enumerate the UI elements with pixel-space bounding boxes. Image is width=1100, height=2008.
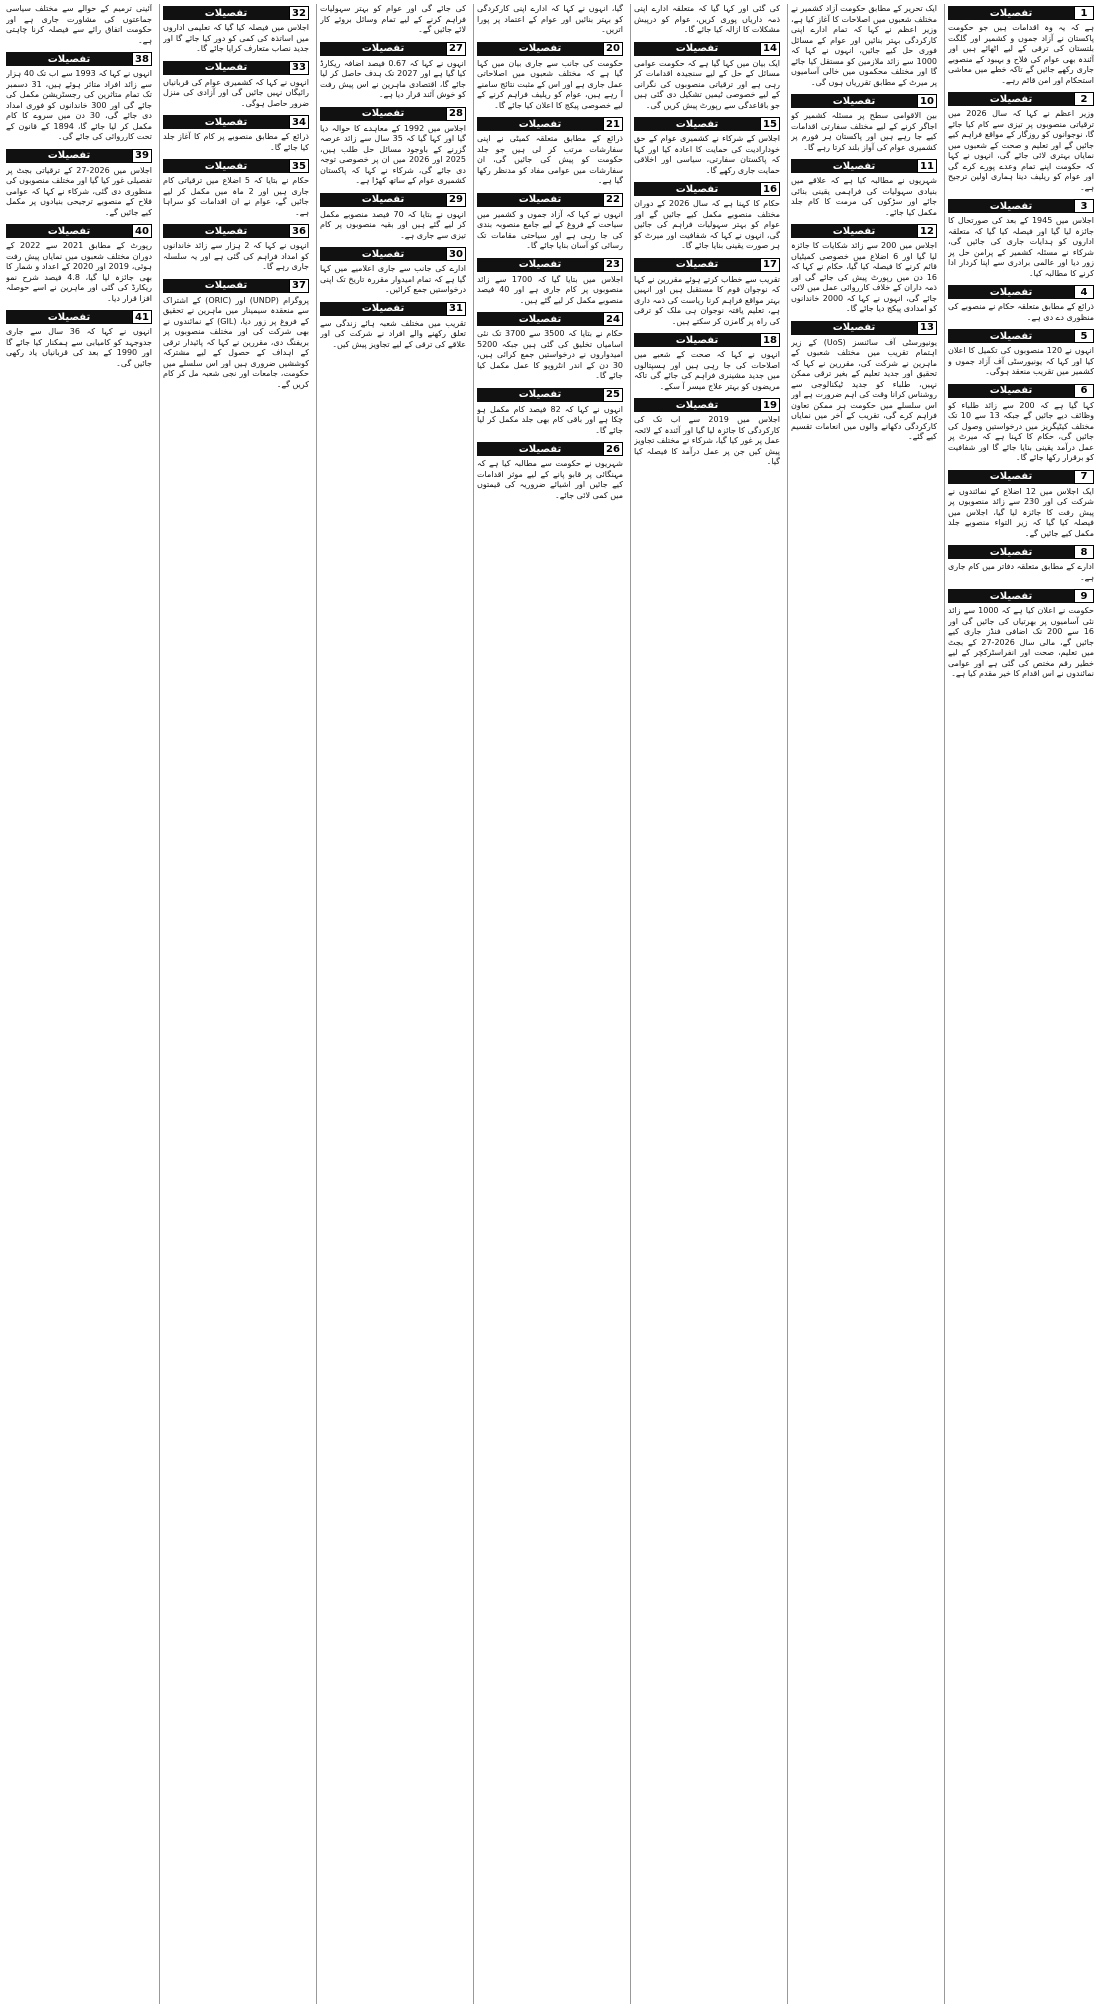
section-label: تفصیلات	[634, 333, 760, 347]
story-body: اجلاس کے شرکاء نے کشمیری عوام کے حق خودارادیت کی حمایت کا اعادہ کیا اور کہا کہ پاکستان سفارتی، سیاسی اور اخلاقی حمایت جاری رکھے گا۔	[634, 134, 780, 175]
story-body: انہوں نے کہا کہ 36 سال سے جاری جدوجہد کو کامیابی سے ہمکنار کیا جائے گا اور 1990 کے بعد کی قربانیاں یاد رکھی جائیں گی۔	[6, 327, 152, 368]
news-column	[944, 4, 1097, 2004]
news-story	[948, 468, 1094, 540]
story-number: 40	[132, 224, 152, 238]
story-body: حکومت نے اعلان کیا ہے کہ 1000 سے زائد نئی آسامیوں پر بھرتیاں کی جائیں گی اور 16 سے 200 تک اضافی فنڈز جاری کیے جائیں گے، مالی سال 2026-27 کے بجٹ میں تعلیم، صحت اور انفراسٹرکچر کے لیے خطیر رقم مختص کی گئی ہے اور عوامی نمائندوں نے اس اقدام کا خیر مقدم کیا ہے۔	[948, 606, 1094, 678]
news-story	[163, 4, 309, 55]
story-body: انہوں نے کہا کہ 82 فیصد کام مکمل ہو چکا ہے اور باقی کام بھی جلد مکمل کر لیا جائے گا۔	[477, 404, 623, 435]
story-body: انہوں نے بتایا کہ 70 فیصد منصوبے مکمل کر لیے گئے ہیں اور بقیہ منصوبوں پر کام تیزی سے جاری ہے۔	[320, 209, 466, 240]
story-number: 19	[760, 398, 780, 412]
story-number: 25	[603, 388, 623, 402]
news-story	[948, 382, 1094, 464]
story-header	[634, 117, 780, 131]
story-number: 41	[132, 310, 152, 324]
story-header	[163, 279, 309, 293]
news-story	[791, 92, 937, 153]
section-label: تفصیلات	[6, 149, 132, 163]
story-header	[948, 329, 1094, 343]
story-body: کی جائے گی اور عوام کو بہتر سہولیات فراہم کرنے کے لیے تمام وسائل بروئے کار لائے جائیں گے۔	[320, 4, 466, 34]
story-body: وزیر اعظم نے کہا کہ سال 2026 میں ترقیاتی منصوبوں پر تیزی سے کام کیا جائے گا، نوجوانوں کو روزگار کے مواقع فراہم کیے جائیں گے اور تعلیم و صحت کے شعبوں میں نمایاں بہتری لائی جائے گی، انہوں نے کہا کہ حکومت اپنے تمام وعدے پورے کرے گی اور عوام کو ریلیف دینا ہماری اولین ترجیح ہے۔	[948, 109, 1094, 192]
story-number: 7	[1074, 470, 1094, 484]
news-story	[320, 191, 466, 242]
news-column	[787, 4, 940, 2004]
story-body: انہوں نے کہا کہ کشمیری عوام کی قربانیاں رائیگاں نہیں جائیں گی اور آزادی کی منزل ضرور حاصل ہوگی۔	[163, 77, 309, 108]
section-label: تفصیلات	[634, 182, 760, 196]
story-body: رپورٹ کے مطابق 2021 سے 2022 کے دوران مختلف شعبوں میں نمایاں پیش رفت ہوئی، 2019 اور 2020 کے اعداد و شمار کا بھی جائزہ لیا گیا، 4.8 فیصد شرح نمو ریکارڈ کی گئی اور ماہرین نے اسے حوصلہ افزا قرار دیا۔	[6, 241, 152, 303]
news-story	[634, 256, 780, 328]
story-body: اجلاس میں 1945 کے بعد کی صورتحال کا جائزہ لیا گیا اور فیصلہ کیا گیا کہ متعلقہ اداروں کو ہدایات جاری کی جائیں گی، شرکاء نے مسئلہ کشمیر کے پرامن حل پر زور دیا اور عالمی برادری سے اپنا کردار ادا کرنے کا مطالبہ کیا۔	[948, 216, 1094, 278]
story-header	[477, 388, 623, 402]
news-story	[477, 440, 623, 501]
section-label: تفصیلات	[163, 224, 289, 238]
story-header	[948, 92, 1094, 106]
story-header	[791, 321, 937, 335]
news-story	[634, 40, 780, 112]
section-label: تفصیلات	[320, 302, 446, 316]
story-header	[320, 302, 466, 316]
section-label: تفصیلات	[320, 107, 446, 121]
story-header	[163, 6, 309, 20]
story-header	[948, 285, 1094, 299]
section-label: تفصیلات	[6, 310, 132, 324]
story-header	[477, 193, 623, 207]
news-story	[477, 191, 623, 252]
story-header	[634, 258, 780, 272]
story-body: آئینی ترمیم کے حوالے سے مختلف سیاسی جماعتوں کی مشاورت جاری ہے اور حکومت اتفاق رائے سے فیصلہ کرنا چاہتی ہے۔	[6, 4, 152, 45]
story-number: 30	[446, 247, 466, 261]
story-number: 32	[289, 6, 309, 20]
story-number: 39	[132, 149, 152, 163]
story-header	[477, 42, 623, 56]
news-story	[477, 386, 623, 437]
news-story	[477, 4, 623, 36]
news-story	[948, 587, 1094, 680]
story-number: 26	[603, 442, 623, 456]
news-story	[320, 245, 466, 296]
story-number: 22	[603, 193, 623, 207]
story-number: 37	[289, 279, 309, 293]
story-body: ہے کہ یہ وہ اقدامات ہیں جو حکومت پاکستان نے آزاد جموں و کشمیر اور گلگت بلتستان کی ترقی کے لیے اٹھائے ہیں اور آئندہ بھی عوام کی فلاح و بہبود کے منصوبے جاری رکھے جائیں گے تاکہ خطے میں معاشی استحکام اور امن قائم رہے۔	[948, 23, 1094, 85]
story-header	[948, 589, 1094, 603]
story-number: 38	[132, 52, 152, 66]
story-number: 2	[1074, 92, 1094, 106]
story-number: 4	[1074, 285, 1094, 299]
story-number: 36	[289, 224, 309, 238]
story-header	[477, 442, 623, 456]
story-body: اجلاس میں فیصلہ کیا گیا کہ تعلیمی اداروں میں اساتذہ کی کمی کو دور کیا جائے گا اور جدید نصاب متعارف کرایا جائے گا۔	[163, 23, 309, 53]
section-label: تفصیلات	[634, 42, 760, 56]
story-header	[948, 6, 1094, 20]
story-number: 29	[446, 193, 466, 207]
story-header	[634, 42, 780, 56]
story-body: حکومت کی جانب سے جاری بیان میں کہا گیا ہے کہ مختلف شعبوں میں اصلاحاتی عمل جاری ہے اور اس کے مثبت نتائج سامنے آ رہے ہیں، عوام کو ریلیف فراہم کرنے کے لیے خصوصی پیکج کا اعلان کیا جائے گا۔	[477, 58, 623, 110]
news-story	[320, 300, 466, 351]
section-label: تفصیلات	[948, 470, 1074, 484]
story-header	[791, 94, 937, 108]
story-number: 20	[603, 42, 623, 56]
story-header	[6, 52, 152, 66]
story-body: گیا، انہوں نے کہا کہ ادارے اپنی کارکردگی کو بہتر بنائیں اور عوام کے اعتماد پر پورا اتریں۔	[477, 4, 623, 34]
story-body: انہوں نے کہا کہ 2 ہزار سے زائد خاندانوں کو امداد فراہم کی گئی ہے اور یہ سلسلہ جاری رہے گا۔	[163, 241, 309, 271]
story-header	[163, 224, 309, 238]
story-number: 15	[760, 117, 780, 131]
story-header	[163, 159, 309, 173]
section-label: تفصیلات	[163, 279, 289, 293]
story-header	[320, 247, 466, 261]
section-label: تفصیلات	[634, 117, 760, 131]
story-body: شہریوں نے حکومت سے مطالبہ کیا ہے کہ مہنگائی پر قابو پانے کے لیے موثر اقدامات کیے جائیں اور اشیائے ضروریہ کی قیمتوں میں کمی لائی جائے۔	[477, 459, 623, 500]
story-body: اجلاس میں 200 سے زائد شکایات کا جائزہ لیا گیا اور 6 اضلاع میں خصوصی کمیٹیاں قائم کرنے کا فیصلہ کیا گیا، حکام نے کہا کہ 16 دن میں رپورٹ پیش کی جائے گی اور ذمہ داران کے خلاف کارروائی عمل میں لائی جائے گی، انہوں نے کہا کہ 2000 خاندانوں کو امدادی پیکج دیا جائے گا۔	[791, 241, 937, 313]
story-body: ذرائع کے مطابق متعلقہ کمیٹی نے اپنی سفارشات مرتب کر لی ہیں جو جلد حکومت کو پیش کی جائیں گی، ان سفارشات میں عوامی مفاد کو مدنظر رکھا گیا ہے۔	[477, 134, 623, 185]
story-body: ایک اجلاس میں 12 اضلاع کے نمائندوں نے شرکت کی اور 230 سے زائد منصوبوں پر پیش رفت کا جائزہ لیا گیا، اجلاس میں فیصلہ کیا گیا کہ زیر التواء منصوبے جلد مکمل کیے جائیں گے۔	[948, 486, 1094, 538]
news-story	[948, 283, 1094, 323]
section-label: تفصیلات	[163, 115, 289, 129]
section-label: تفصیلات	[163, 61, 289, 75]
news-story	[163, 157, 309, 218]
story-header	[163, 115, 309, 129]
section-label: تفصیلات	[634, 398, 760, 412]
story-number: 12	[917, 224, 937, 238]
news-story	[477, 40, 623, 112]
news-column	[316, 4, 469, 2004]
story-number: 17	[760, 258, 780, 272]
news-story	[948, 197, 1094, 279]
story-body: انہوں نے کہا کہ 1993 سے اب تک 40 ہزار سے زائد افراد متاثر ہوئے ہیں، 31 دسمبر تک تمام متاثرین کی رجسٹریشن مکمل کی جائے گی اور 300 خاندانوں کو فوری امداد دی جائے گی، 30 دن میں سروے کا کام مکمل کر لیا جائے گا، 1894 کے قانون کے تحت کارروائی کی جائے گی۔	[6, 69, 152, 141]
section-label: تفصیلات	[477, 193, 603, 207]
story-header	[6, 224, 152, 238]
story-header	[477, 258, 623, 272]
section-label: تفصیلات	[948, 329, 1074, 343]
story-number: 18	[760, 333, 780, 347]
story-header	[477, 312, 623, 326]
story-number: 8	[1074, 545, 1094, 559]
section-label: تفصیلات	[948, 199, 1074, 213]
news-story	[320, 105, 466, 187]
news-story	[948, 4, 1094, 86]
story-header	[163, 61, 309, 75]
news-story	[948, 327, 1094, 378]
news-story	[6, 222, 152, 304]
story-body: انہوں نے کہا کہ 0.67 فیصد اضافہ ریکارڈ کیا گیا ہے اور 2027 تک ہدف حاصل کر لیا جائے گا، اقتصادی ماہرین نے اس پیش رفت کو خوش آئند قرار دیا ہے۔	[320, 58, 466, 99]
story-header	[948, 545, 1094, 559]
story-body: انہوں نے کہا کہ صحت کے شعبے میں اصلاحات کی جا رہی ہیں اور ہسپتالوں میں جدید مشینری فراہم کی جائے گی تاکہ مریضوں کو بہتر علاج میسر آ سکے۔	[634, 350, 780, 391]
section-label: تفصیلات	[791, 94, 917, 108]
news-column	[3, 4, 155, 2004]
story-body: تقریب سے خطاب کرتے ہوئے مقررین نے کہا کہ نوجوان قوم کا مستقبل ہیں اور انہیں بہتر مواقع فراہم کرنا ریاست کی ذمہ داری ہے، تعلیم یافتہ نوجوان ہی ملک کو ترقی کی راہ پر گامزن کر سکتے ہیں۔	[634, 274, 780, 326]
story-number: 13	[917, 321, 937, 335]
news-story	[6, 147, 152, 219]
story-body: اجلاس میں 2019 سے اب تک کی کارکردگی کا جائزہ لیا گیا اور آئندہ کے لائحہ عمل پر غور کیا گیا، شرکاء نے مختلف تجاویز پیش کیں جن پر عمل درآمد کا فیصلہ کیا گیا۔	[634, 415, 780, 466]
story-body: اجلاس میں بتایا گیا کہ 1700 سے زائد منصوبوں پر کام جاری ہے اور 40 فیصد منصوبے مکمل کر لیے گئے ہیں۔	[477, 274, 623, 305]
story-body: ذرائع کے مطابق متعلقہ حکام نے منصوبے کی منظوری دے دی ہے۔	[948, 302, 1094, 322]
section-label: تفصیلات	[320, 247, 446, 261]
news-story	[791, 222, 937, 315]
news-story	[791, 4, 937, 88]
news-story	[477, 256, 623, 307]
section-label: تفصیلات	[948, 384, 1074, 398]
story-number: 5	[1074, 329, 1094, 343]
news-story	[6, 4, 152, 46]
section-label: تفصیلات	[6, 224, 132, 238]
section-label: تفصیلات	[477, 388, 603, 402]
section-label: تفصیلات	[948, 6, 1074, 20]
news-story	[948, 543, 1094, 583]
story-body: بین الاقوامی سطح پر مسئلہ کشمیر کو اجاگر کرنے کے لیے مختلف سفارتی اقدامات کیے جا رہے ہیں اور پاکستان ہر فورم پر کشمیری عوام کی آواز بلند کرتا رہے گا۔	[791, 111, 937, 152]
news-story	[477, 310, 623, 382]
news-story	[163, 222, 309, 273]
news-story	[6, 50, 152, 143]
news-story	[948, 90, 1094, 193]
story-body: یونیورسٹی آف سائنسز (UoS) کے زیر اہتمام تقریب میں مختلف شعبوں کے ماہرین نے شرکت کی، مقررین نے کہا کہ تحقیق اور جدید تعلیم کے بغیر ترقی ممکن نہیں، طلباء کو جدید ٹیکنالوجی سے روشناس کرانا وقت کی اہم ضرورت ہے اور اس سلسلے میں حکومت ہر ممکن تعاون فراہم کرے گی، تقریب کے آخر میں نمایاں کارکردگی دکھانے والوں میں انعامات تقسیم کیے گئے۔	[791, 337, 937, 441]
story-body: کہا گیا ہے کہ 200 سے زائد طلباء کو وظائف دیے جائیں گے جبکہ 13 سے 10 تک مختلف کیٹیگریز میں درخواستیں وصول کی جائیں گی، حکام کا کہنا ہے کہ میرٹ پر عمل درآمد یقینی بنایا جائے گا اور شفافیت کو برقرار رکھا جائے گا۔	[948, 400, 1094, 462]
story-header	[948, 470, 1094, 484]
section-label: تفصیلات	[477, 442, 603, 456]
story-body: ادارے کے مطابق متعلقہ دفاتر میں کام جاری ہے۔	[948, 562, 1094, 582]
news-column	[473, 4, 626, 2004]
story-body: تقریب میں مختلف شعبہ ہائے زندگی سے تعلق رکھنے والے افراد نے شرکت کی اور علاقے کی ترقی کے لیے تجاویز پیش کیں۔	[320, 318, 466, 349]
story-number: 23	[603, 258, 623, 272]
section-label: تفصیلات	[791, 159, 917, 173]
story-body: اجلاس میں 2026-27 کے ترقیاتی بجٹ پر تفصیلی غور کیا گیا اور مختلف منصوبوں کی منظوری دی گئی، شرکاء نے کہا کہ عوامی فلاح کے منصوبے ترجیحی بنیادوں پر مکمل کیے جائیں گے۔	[6, 165, 152, 217]
story-body: ادارے کی جانب سے جاری اعلامیے میں کہا گیا ہے کہ تمام امیدوار مقررہ تاریخ تک اپنی درخواستیں جمع کرائیں۔	[320, 264, 466, 294]
section-label: تفصیلات	[948, 545, 1074, 559]
news-story	[634, 180, 780, 252]
story-number: 31	[446, 302, 466, 316]
story-number: 14	[760, 42, 780, 56]
news-column	[159, 4, 312, 2004]
section-label: تفصیلات	[163, 6, 289, 20]
story-header	[320, 42, 466, 56]
story-number: 3	[1074, 199, 1094, 213]
story-number: 16	[760, 182, 780, 196]
story-body: ایک بیان میں کہا گیا ہے کہ حکومت عوامی مسائل کے حل کے لیے سنجیدہ اقدامات کر رہی ہے اور ترقیاتی منصوبوں کی نگرانی کے لیے خصوصی ٹیمیں تشکیل دی گئی ہیں جو باقاعدگی سے رپورٹ پیش کریں گی۔	[634, 58, 780, 110]
news-column	[630, 4, 783, 2004]
story-body: حکام نے بتایا کہ 3500 سے 3700 تک نئی اسامیاں تخلیق کی گئی ہیں جبکہ 5200 امیدواروں نے درخواستیں جمع کرائی ہیں، 30 دن کے اندر انٹرویو کا عمل مکمل کیا جائے گا۔	[477, 329, 623, 380]
story-number: 35	[289, 159, 309, 173]
news-story	[634, 4, 780, 36]
story-body: حکام کا کہنا ہے کہ سال 2026 کے دوران مختلف منصوبے مکمل کیے جائیں گے اور عوام کو بہتر سہولیات فراہم کی جائیں گی، انہوں نے کہا کہ شفافیت اور میرٹ کو ہر صورت یقینی بنایا جائے گا۔	[634, 199, 780, 250]
story-header	[6, 310, 152, 324]
story-body: پروگرام (UNDP) اور (ORIC) کے اشتراک سے منعقدہ سیمینار میں ماہرین نے تحقیق کے فروغ پر زور دیا، (GIL) کے نمائندوں نے بھی شرکت کی اور مختلف منصوبوں پر بریفنگ دی، مقررین نے کہا کہ پائیدار ترقی کے اہداف کے حصول کے لیے مشترکہ کوششیں ضروری ہیں اور اس سلسلے میں حکومت، جامعات اور نجی شعبہ مل کر کام کریں گے۔	[163, 295, 309, 389]
story-header	[320, 107, 466, 121]
story-number: 6	[1074, 384, 1094, 398]
news-story	[163, 113, 309, 153]
story-header	[948, 199, 1094, 213]
news-story	[6, 308, 152, 369]
news-story	[791, 319, 937, 443]
story-body: حکام نے بتایا کہ 5 اضلاع میں ترقیاتی کام جاری ہیں اور 2 ماہ میں مکمل کر لیے جائیں گے، عوام نے ان اقدامات کو سراہا ہے۔	[163, 176, 309, 217]
section-label: تفصیلات	[6, 52, 132, 66]
section-label: تفصیلات	[477, 117, 603, 131]
story-header	[477, 117, 623, 131]
story-number: 27	[446, 42, 466, 56]
news-story	[634, 331, 780, 392]
section-label: تفصیلات	[634, 258, 760, 272]
story-number: 1	[1074, 6, 1094, 20]
story-header	[634, 333, 780, 347]
section-label: تفصیلات	[477, 312, 603, 326]
story-header	[6, 149, 152, 163]
story-number: 9	[1074, 589, 1094, 603]
section-label: تفصیلات	[477, 42, 603, 56]
section-label: تفصیلات	[791, 224, 917, 238]
story-number: 34	[289, 115, 309, 129]
story-body: انہوں نے 120 منصوبوں کی تکمیل کا اعلان کیا اور کہا کہ یونیورسٹی آف آزاد جموں و کشمیر میں تقریب منعقد ہوگی۔	[948, 346, 1094, 376]
news-story	[163, 277, 309, 391]
story-body: کی گئی اور کہا گیا کہ متعلقہ ادارے اپنی ذمہ داریاں پوری کریں، عوام کو درپیش مشکلات کا ازالہ کیا جائے گا۔	[634, 4, 780, 34]
section-label: تفصیلات	[948, 589, 1074, 603]
section-label: تفصیلات	[163, 159, 289, 173]
story-number: 24	[603, 312, 623, 326]
story-number: 33	[289, 61, 309, 75]
news-story	[634, 396, 780, 468]
story-header	[791, 224, 937, 238]
story-body: اجلاس میں 1992 کے معاہدے کا حوالہ دیا گیا اور کہا گیا کہ 35 سال سے زائد عرصہ گزرنے کے باوجود مسائل حل طلب ہیں، 2025 اور 2026 میں ان پر خصوصی توجہ دی جائے گی، شرکاء نے کہا کہ پاکستان کشمیری عوام کے ساتھ کھڑا ہے۔	[320, 123, 466, 185]
story-number: 21	[603, 117, 623, 131]
section-label: تفصیلات	[948, 285, 1074, 299]
section-label: تفصیلات	[948, 92, 1074, 106]
story-body: شہریوں نے مطالبہ کیا ہے کہ علاقے میں بنیادی سہولیات کی فراہمی یقینی بنائی جائے اور سڑکوں کی مرمت کا کام جلد مکمل کیا جائے۔	[791, 176, 937, 217]
news-story	[320, 4, 466, 36]
story-header	[948, 384, 1094, 398]
news-story	[320, 40, 466, 101]
section-label: تفصیلات	[477, 258, 603, 272]
news-story	[634, 115, 780, 176]
story-header	[791, 159, 937, 173]
story-number: 11	[917, 159, 937, 173]
story-header	[634, 182, 780, 196]
news-story	[163, 59, 309, 110]
story-body: ایک تحریر کے مطابق حکومت آزاد کشمیر نے مختلف شعبوں میں اصلاحات کا آغاز کیا ہے، وزیر اعظم نے کہا کہ تمام ادارے اپنی کارکردگی بہتر بنائیں اور عوام کے مسائل فوری حل کیے جائیں، انہوں نے کہا کہ 1000 سے زائد ملازمین کو مستقل کیا جائے گا اور مختلف محکموں میں خالی آسامیوں پر میرٹ کے مطابق تقرریاں ہوں گی۔	[791, 4, 937, 87]
section-label: تفصیلات	[320, 193, 446, 207]
section-label: تفصیلات	[791, 321, 917, 335]
story-header	[634, 398, 780, 412]
story-body: ذرائع کے مطابق منصوبے پر کام کا آغاز جلد کیا جائے گا۔	[163, 132, 309, 152]
section-label: تفصیلات	[320, 42, 446, 56]
story-number: 10	[917, 94, 937, 108]
story-body: انہوں نے کہا کہ آزاد جموں و کشمیر میں سیاحت کے فروغ کے لیے جامع منصوبہ بندی کی جا رہی ہے اور سیاحتی مقامات تک رسائی کو آسان بنایا جائے گا۔	[477, 209, 623, 250]
story-number: 28	[446, 107, 466, 121]
news-story	[477, 115, 623, 187]
news-story	[791, 157, 937, 218]
story-header	[320, 193, 466, 207]
